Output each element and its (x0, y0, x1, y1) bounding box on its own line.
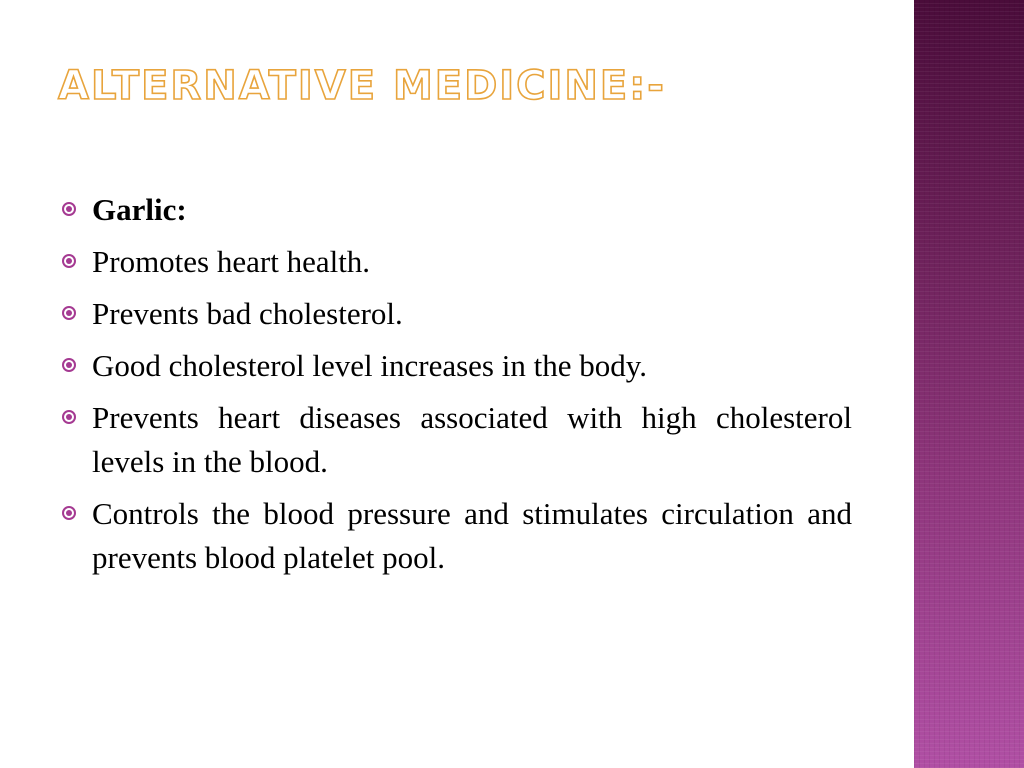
side-bar-texture (914, 0, 1024, 768)
circle-bullet-icon (62, 306, 76, 320)
bullet-text: Promotes heart health. (92, 244, 371, 279)
bullet-text: Prevents bad cholesterol. (92, 296, 403, 331)
circle-bullet-icon (62, 202, 76, 216)
circle-bullet-icon (62, 358, 76, 372)
bullet-text: Controls the blood pressure and stimulates circulation and prevents blood platelet pool. (92, 496, 852, 575)
slide-title: ALTERNATIVE MEDICINE:- (58, 63, 666, 109)
bullet-list (62, 188, 852, 588)
bullet-text: Good cholesterol level increases in the body. (92, 348, 647, 383)
decorative-side-bar (912, 0, 1024, 768)
circle-bullet-icon (62, 410, 76, 424)
bullet-item (62, 188, 852, 232)
bullet-item (62, 396, 852, 484)
bullet-item (62, 492, 852, 580)
bullet-item (62, 292, 852, 336)
bullet-text: Prevents heart diseases associated with high cholesterol levels in the blood. (92, 400, 852, 479)
circle-bullet-icon (62, 506, 76, 520)
bullet-text: Garlic: (92, 192, 187, 227)
bullet-item (62, 240, 852, 284)
circle-bullet-icon (62, 254, 76, 268)
bullet-item (62, 344, 852, 388)
